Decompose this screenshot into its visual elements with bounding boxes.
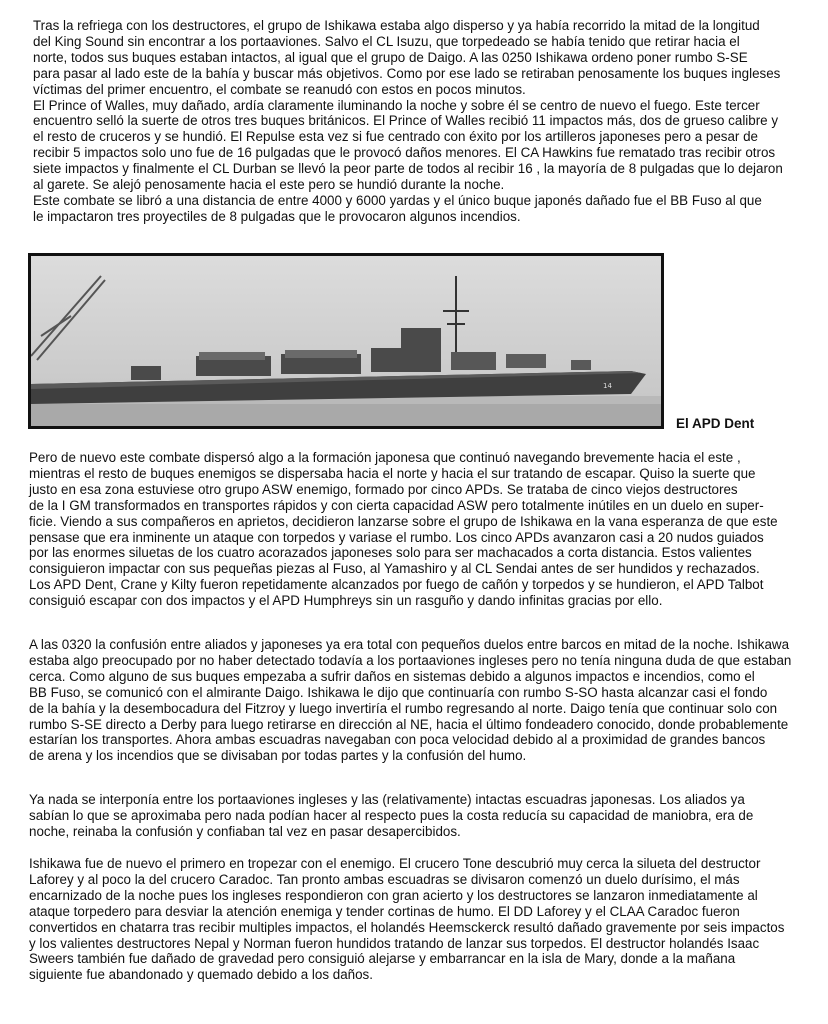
photo-caption: El APD Dent (676, 416, 755, 431)
text-line: Ya nada se interponía entre los portaaviones ingleses y las (relativamente) intactas escuadras japonesas. Los aliados ya (29, 792, 745, 807)
text-line: Sweers también fue dañado de gravedad pero consiguió alejarse y embarrancar en la isla de Mary, donde a la mañana (29, 951, 736, 967)
text-line: le impactaron tres proyectiles de 8 pulgadas que le provocaron algunos incendios. (33, 208, 521, 224)
text-line: por las enormes siluetas de los cuatro acorazados japoneses solo para ser machacados a corta distancia. Estos valientes (29, 545, 752, 561)
text-line: Tras la refriega con los destructores, el grupo de Ishikawa estaba algo disperso y ya había recorrido la mitad de la longitud (33, 18, 760, 33)
paragraph-4 (29, 792, 753, 840)
text-line: encuentro selló la suerte de otros tres buques británicos. El Prince of Walles recibió 11 impactos más, dos de grueso calibre y (33, 113, 779, 129)
text-line: Laforey y al poco la del crucero Caradoc. Tan pronto ambas escuadras se divisaron comenzó un duelo durísimo, el más (29, 871, 740, 887)
hull-number: 14 (603, 382, 612, 390)
text-line: y los valientes destructores Nepal y Norman fueron hundidos tratando de lanzar sus torpedos. El destructor holandés Isaac (29, 935, 760, 951)
text-line: pensase que era inminente un ataque con torpedos y variase el rumbo. Los cinco APDs avanzaron casi a 20 nudos guiados (29, 529, 764, 545)
text-line: noche, reinaba la confusión y confiaban tal vez en pasar desapercibidos. (29, 823, 461, 839)
text-line: Ishikawa fue de nuevo el primero en tropezar con el enemigo. El crucero Tone descubrió muy cerca la silueta del destructor (29, 856, 761, 871)
text-line: El Prince of Walles, muy dañado, ardía claramente iluminando la noche y sobre él se centro de nuevo el fuego. Este tercer (33, 97, 760, 113)
text-line: justo en esa zona estuviese otro grupo ASW enemigo, formado por cinco APDs. Se trataba de cinco viejos destructores (29, 481, 738, 497)
text-line: ficie. Viendo a sus compañeros en aprietos, decidieron lanzarse sobre el grupo de Ishikawa en la vana esperanza de que este (29, 513, 778, 529)
text-line: ataque torpedero para desviar la atención enemiga y tender cortinas de humo. El DD Laforey y el CLAA Caradoc fueron (29, 903, 740, 919)
text-line: estarían los transportes. Ahora ambas escuadras navegaban con poca velocidad debido al a proximidad de grandes bancos (29, 732, 766, 748)
text-line: de la I GM transformados en transportes rápidos y con cierta capacidad ASW pero totalmente inútiles en un duelo en super- (29, 497, 764, 513)
text-line: sabían lo que se aproximaba pero nada podían hacer al respecto pues la costa reducía su capacidad de maniobra, era de (29, 807, 754, 823)
text-line: recibir 5 impactos solo uno fue de 16 pulgadas que le provocó daños menores. El CA Hawkins fue rematado tras recibir otros (33, 145, 776, 161)
text-line: el resto de cruceros y se hundió. El Repulse esta vez si fue centrado con éxito por los artilleros japoneses pero a pesar de (33, 129, 758, 145)
text-line: al garete. Se alejó penosamente hacia el este pero se hundió durante la noche. (33, 177, 505, 193)
text-line: cerca. Como alguno de sus buques empezaba a sufrir daños en sistemas debido a algunos impactos e incendios, como el (29, 668, 755, 684)
text-line: para pasar al lado este de la bahía y buscar más objetivos. Como por ese lado se retiraban penosamente los buques ingleses (33, 65, 781, 81)
text-line: convertidos en chatarra tras recibir multiples impactos, el holandés Heemsckerck resultó dañado gravemente por seis impactos (29, 919, 785, 935)
text-line: de la bahía y la desembocadura del Fitzroy y luego invertiría el rumbo regresando al norte. Daigo tenía que continuar solo con (29, 700, 778, 716)
text-line: consiguió escapar con dos impactos y el APD Humphreys sin un rasguño y dando infinitas gracias por ello. (29, 593, 663, 609)
text-line: norte, todos sus buques estaban intactos, al igual que el grupo de Daigo. A las 0250 Ishikawa ordeno poner rumbo S-SE (33, 49, 748, 65)
text-line: siguiente fue abandonado y quemado debido a los daños. (29, 967, 373, 983)
paragraph-1 (33, 18, 783, 225)
ship-photo-image (31, 256, 661, 426)
text-line: de arena y los incendios que se divisaban por todas partes y la confusión del humo. (29, 748, 527, 764)
text-line: siete impactos y finalmente el CL Durban se llevó la peor parte de todos al recibir 16 , la mayoría de 8 pulgadas que lo dejaron (33, 161, 783, 177)
text-line: A las 0320 la confusión entre aliados y japoneses ya era total con pequeños duelos entre barcos en mitad de la noche. Ishikawa (29, 637, 790, 652)
text-line: Pero de nuevo este combate dispersó algo a la formación japonesa que continuó navegando brevemente hacia el este , (29, 450, 741, 465)
text-line: encarnizado de la noche pues los ingleses respondieron con gran acierto y los destructores se lanzaron inmediatamente al (29, 887, 758, 903)
paragraph-5 (29, 856, 784, 983)
paragraph-3 (29, 637, 791, 764)
ship-photo (28, 253, 664, 429)
text-line: BB Fuso, se comunicó con el almirante Daigo. Ishikawa le dijo que continuaría con rumbo S-SO hasta alcanzar casi el fondo (29, 684, 768, 700)
text-line: estaba algo preocupado por no haber detectado todavía a los portaaviones ingleses pero no tenía ninguna duda de que estaban (29, 652, 792, 668)
text-line: Este combate se libró a una distancia de entre 4000 y 6000 yardas y el único buque japonés dañado fue el BB Fuso al que (33, 192, 762, 208)
text-line: consiguieron impactar con sus pequeñas piezas al Fuso, al Yamashiro y al CL Sendai antes de ser hundidos y rechazados. (29, 561, 760, 577)
text-line: del King Sound sin encontrar a los portaaviones. Salvo el CL Isuzu, que torpedeado se había tenido que retirar hacia el (33, 33, 740, 49)
text-line: mientras el resto de buques enemigos se dispersaba hacia el norte y hacia el sur tratando de escapar. Quiso la suerte que (29, 465, 756, 481)
text-line: rumbo S-SE directo a Derby para luego retirarse en dirección al NE, hacia el último fondeadero conocido, donde probablemente (29, 716, 789, 732)
text-line: Los APD Dent, Crane y Kilty fueron repetidamente alcanzados por fuego de cañón y torpedos y se hundieron, el APD Talbot (29, 577, 764, 593)
paragraph-2 (29, 450, 778, 609)
text-line: víctimas del primer encuentro, el combate se reanudó con estos en pocos minutos. (33, 81, 526, 97)
